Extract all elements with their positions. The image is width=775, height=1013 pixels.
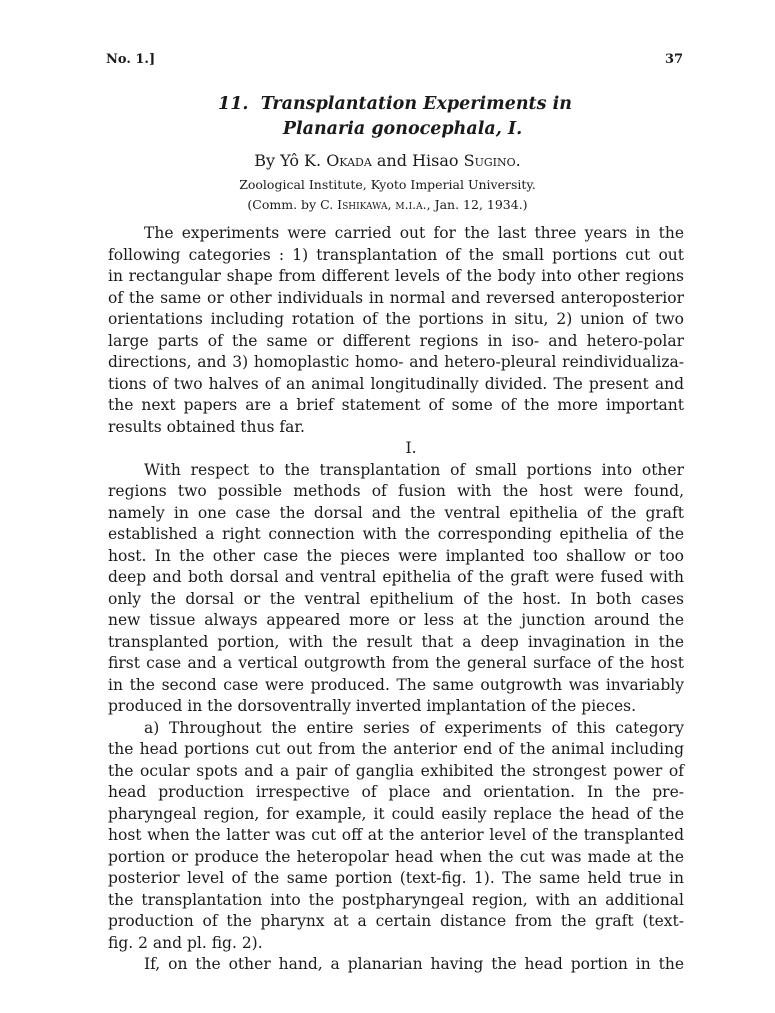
byline-and: and xyxy=(376,151,407,170)
title-text-1: Transplantation Experiments in xyxy=(260,94,572,114)
body-line: deep and both dorsal and ventral epithelia of the graft were fused with xyxy=(108,568,684,586)
body-line: the head portions cut out from the anterior end of the animal including xyxy=(108,740,684,758)
body-line: head production irrespective of place and orientation. In the pre- xyxy=(108,783,684,801)
body-line: pharyngeal region, for example, it could easily replace the head of the xyxy=(108,804,684,823)
body-line: the transplantation into the postpharyngeal region, with an additional xyxy=(108,890,684,909)
body-line: posterior level of the same portion (text-fig. 1). The same held true in xyxy=(108,869,684,887)
author2-family: Sugino. xyxy=(463,151,521,170)
body-line: only the dorsal or the ventral epithelium of the host. In both cases xyxy=(108,589,684,608)
body-line: produced in the dorsoventrally inverted implantation of the pieces. xyxy=(108,697,637,715)
author2-given: Hisao xyxy=(412,151,459,170)
byline-by: By xyxy=(254,151,276,170)
comm-prefix: (Comm. by C. xyxy=(247,197,334,212)
comm-date: Jan. 12, 1934.) xyxy=(434,197,528,212)
body-line: tions of two halves of an animal longitudinally divided. The present and xyxy=(108,374,684,393)
body-line: namely in one case the dorsal and the ventral epithelia of the graft xyxy=(108,503,684,522)
body-line: portion or produce the heteropolar head when the cut was made at the xyxy=(108,847,684,866)
body-line: The experiments were carried out for the last three years in the xyxy=(144,224,684,242)
body-line: fig. 2 and pl. fig. 2). xyxy=(108,933,263,952)
byline xyxy=(0,151,775,170)
body-line: host. In the other case the pieces were implanted too shallow or too xyxy=(108,546,684,565)
body-line: results obtained thus far. xyxy=(108,417,305,436)
page-number: 37 xyxy=(665,52,684,67)
body-line: orientations including rotation of the portions in situ, 2) union of two xyxy=(108,310,684,328)
communication-note xyxy=(0,197,775,212)
body-line: regions two possible methods of fusion with the host were found, xyxy=(108,482,684,500)
body-line: If, on the other hand, a planarian having the head portion in the xyxy=(144,955,684,973)
title-line-1 xyxy=(0,92,775,117)
body-text xyxy=(108,223,684,976)
body-line: the ocular spots and a pair of ganglia exhibited the strongest power of xyxy=(108,761,684,780)
body-line: large parts of the same or different regions in iso- and hetero-polar xyxy=(108,331,684,350)
journal-issue: No. 1.] xyxy=(106,52,156,67)
body-line: of the same or other individuals in normal and reversed anteroposterior xyxy=(108,288,684,307)
body-line: new tissue always appeared more or less at the junction around the xyxy=(108,611,684,629)
author1-given: Yô K. xyxy=(280,151,322,170)
body-line: in the second case were produced. The same outgrowth was invariably xyxy=(108,675,684,694)
body-line: following categories : 1) transplantation of the small portions cut out xyxy=(108,245,684,264)
body-line: the next papers are a brief statement of some of the more important xyxy=(108,396,684,414)
title-line-2: Planaria gonocephala, I. xyxy=(282,119,523,139)
body-line: established a right connection with the corresponding epithelia of the xyxy=(108,525,684,543)
body-line: directions, and 3) homoplastic homo- and hetero-pleural reindividualiza- xyxy=(108,353,684,371)
body-line: a) Throughout the entire series of experiments of this category xyxy=(144,718,684,737)
comm-title: m.i.a., xyxy=(395,197,431,212)
body-line: host when the latter was cut off at the anterior level of the transplanted xyxy=(108,826,684,844)
body-line: production of the pharynx at a certain distance from the graft (text- xyxy=(108,912,684,930)
body-line: With respect to the transplantation of small portions into other xyxy=(144,460,684,479)
author1-family: Okada xyxy=(326,151,372,170)
body-line: transplanted portion, with the result that a deep invagination in the xyxy=(108,632,684,651)
affiliation: Zoological Institute, Kyoto Imperial University. xyxy=(239,177,536,192)
paper-title xyxy=(0,92,775,142)
section-heading: I. xyxy=(405,439,417,457)
body-line: in rectangular shape from different levels of the body into other regions xyxy=(108,267,684,285)
comm-name: Ishikawa, xyxy=(337,197,392,212)
paper-number: 11. xyxy=(218,94,249,114)
body-line: first case and a vertical outgrowth from the general surface of the host xyxy=(108,654,684,672)
